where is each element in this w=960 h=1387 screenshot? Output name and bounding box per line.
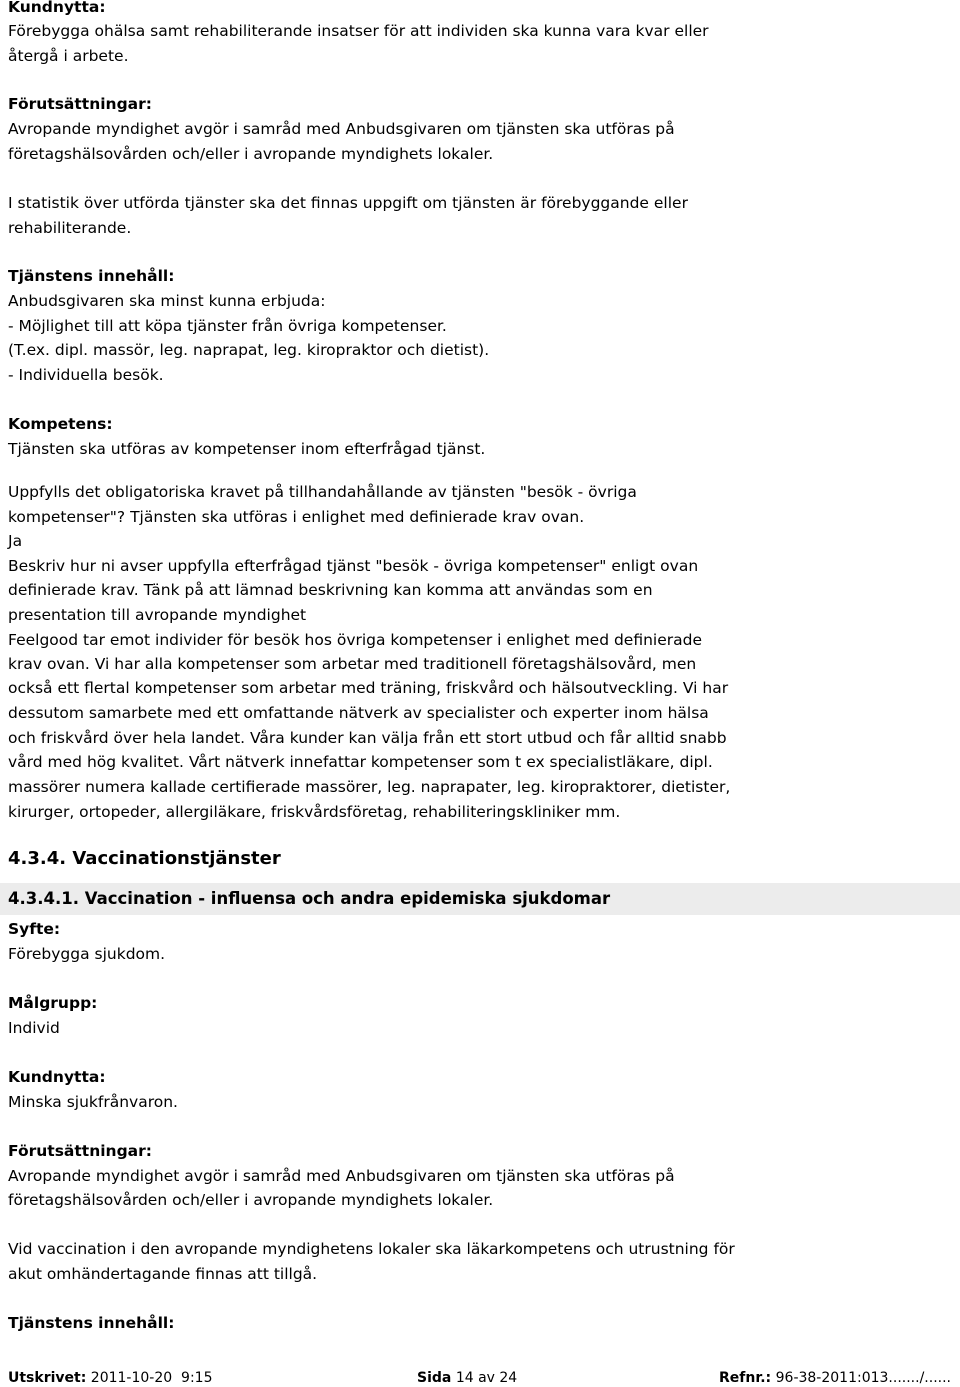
- kompetens-text: Tjänsten ska utföras av kompetenser inom efterfrågad tjänst.: [8, 440, 486, 458]
- svar-text-8: kirurger, ortopeder, allergiläkare, friskvårdsföretag, rehabiliteringskliniker mm.: [8, 803, 621, 821]
- forutsattningar2-text-1: Avropande myndighet avgör i samråd med Anbudsgivaren om tjänsten ska utföras på: [8, 1167, 675, 1185]
- kundnytta-label: Kundnytta:: [8, 0, 106, 16]
- forutsattningar2-text-2: företagshälsovården och/eller i avropande myndighets lokaler.: [8, 1191, 494, 1209]
- statistik-text-2: rehabiliterande.: [8, 219, 132, 237]
- syfte-text: Förebygga sjukdom.: [8, 945, 166, 963]
- heading-vaccination-influensa: 4.3.4.1. Vaccination - influensa och andra epidemiska sjukdomar: [8, 889, 611, 908]
- svar-text-7: massörer numera kallade certifierade massörer, leg. naprapater, leg. kiropraktorer, dietister,: [8, 778, 731, 796]
- svar-text-3: också ett flertal kompetenser som arbetar med träning, friskvård och hälsoutveckling. Vi har: [8, 679, 729, 697]
- syfte-label: Syfte:: [8, 920, 61, 938]
- footer-refnr-value: 96-38-2011:013......./......: [775, 1370, 951, 1386]
- footer-printed-label: Utskrivet:: [8, 1370, 87, 1386]
- forutsattningar2-label: Förutsättningar:: [8, 1142, 152, 1160]
- malgrupp-label: Målgrupp:: [8, 994, 98, 1012]
- kompetens-label: Kompetens:: [8, 415, 113, 433]
- innehall-text-2: - Möjlighet till att köpa tjänster från övriga kompetenser.: [8, 317, 447, 335]
- footer-printed-value: 2011-10-20 9:15: [90, 1370, 213, 1386]
- svar-text-6: vård med hög kvalitet. Vårt nätverk innefattar kompetenser som t ex specialistläkare, dipl.: [8, 753, 713, 771]
- innehall-text-4: - Individuella besök.: [8, 366, 164, 384]
- footer-page: [417, 1370, 517, 1386]
- vaccination-text-1: Vid vaccination i den avropande myndighetens lokaler ska läkarkompetens och utrustning för: [8, 1240, 735, 1258]
- beskriv-question-2: definierade krav. Tänk på att lämnad beskrivning kan komma att användas som en: [8, 581, 653, 599]
- statistik-text-1: I statistik över utförda tjänster ska det finnas uppgift om tjänsten är förebyggande eller: [8, 194, 688, 212]
- forutsattningar-text-1: Avropande myndighet avgör i samråd med Anbudsgivaren om tjänsten ska utföras på: [8, 120, 675, 138]
- kundnytta2-label: Kundnytta:: [8, 1068, 106, 1086]
- krav-question-1: Uppfylls det obligatoriska kravet på tillhandahållande av tjänsten "besök - övriga: [8, 483, 637, 501]
- kundnytta-text-2: återgå i arbete.: [8, 47, 129, 65]
- innehall-text-1: Anbudsgivaren ska minst kunna erbjuda:: [8, 292, 326, 310]
- svar-text-4: dessutom samarbete med ett omfattande nätverk av specialister och experter inom hälsa: [8, 704, 709, 722]
- heading-vaccinationstjanster: 4.3.4. Vaccinationstjänster: [8, 848, 281, 869]
- footer-page-label: Sida: [417, 1370, 452, 1386]
- vaccination-text-2: akut omhändertagande finnas att tillgå.: [8, 1265, 318, 1283]
- innehall-label: Tjänstens innehåll:: [8, 267, 175, 285]
- forutsattningar-label: Förutsättningar:: [8, 95, 152, 113]
- beskriv-question-1: Beskriv hur ni avser uppfylla efterfrågad tjänst "besök - övriga kompetenser" enligt ovan: [8, 557, 699, 575]
- footer-page-value: 14 av 24: [455, 1370, 518, 1386]
- krav-answer: Ja: [8, 532, 23, 550]
- innehall2-label: Tjänstens innehåll:: [8, 1314, 175, 1332]
- footer-printed: [8, 1370, 212, 1386]
- innehall-text-3: (T.ex. dipl. massör, leg. naprapat, leg. kiropraktor och dietist).: [8, 341, 490, 359]
- footer-refnr-label: Refnr.:: [719, 1370, 772, 1386]
- svar-text-2: krav ovan. Vi har alla kompetenser som arbetar med traditionell företagshälsovård, men: [8, 655, 697, 673]
- kundnytta2-text: Minska sjukfrånvaron.: [8, 1093, 178, 1111]
- beskriv-question-3: presentation till avropande myndighet: [8, 606, 307, 624]
- forutsattningar-text-2: företagshälsovården och/eller i avropande myndighets lokaler.: [8, 145, 494, 163]
- kundnytta-text-1: Förebygga ohälsa samt rehabiliterande insatser för att individen ska kunna vara kvar eller: [8, 22, 709, 40]
- svar-text-5: och friskvård över hela landet. Våra kunder kan välja från ett stort utbud och får alltid snabb: [8, 729, 727, 747]
- footer-refnr: [719, 1370, 951, 1386]
- malgrupp-text: Individ: [8, 1019, 60, 1037]
- krav-question-2: kompetenser"? Tjänsten ska utföras i enlighet med definierade krav ovan.: [8, 508, 585, 526]
- svar-text-1: Feelgood tar emot individer för besök hos övriga kompetenser i enlighet med definierade: [8, 631, 703, 649]
